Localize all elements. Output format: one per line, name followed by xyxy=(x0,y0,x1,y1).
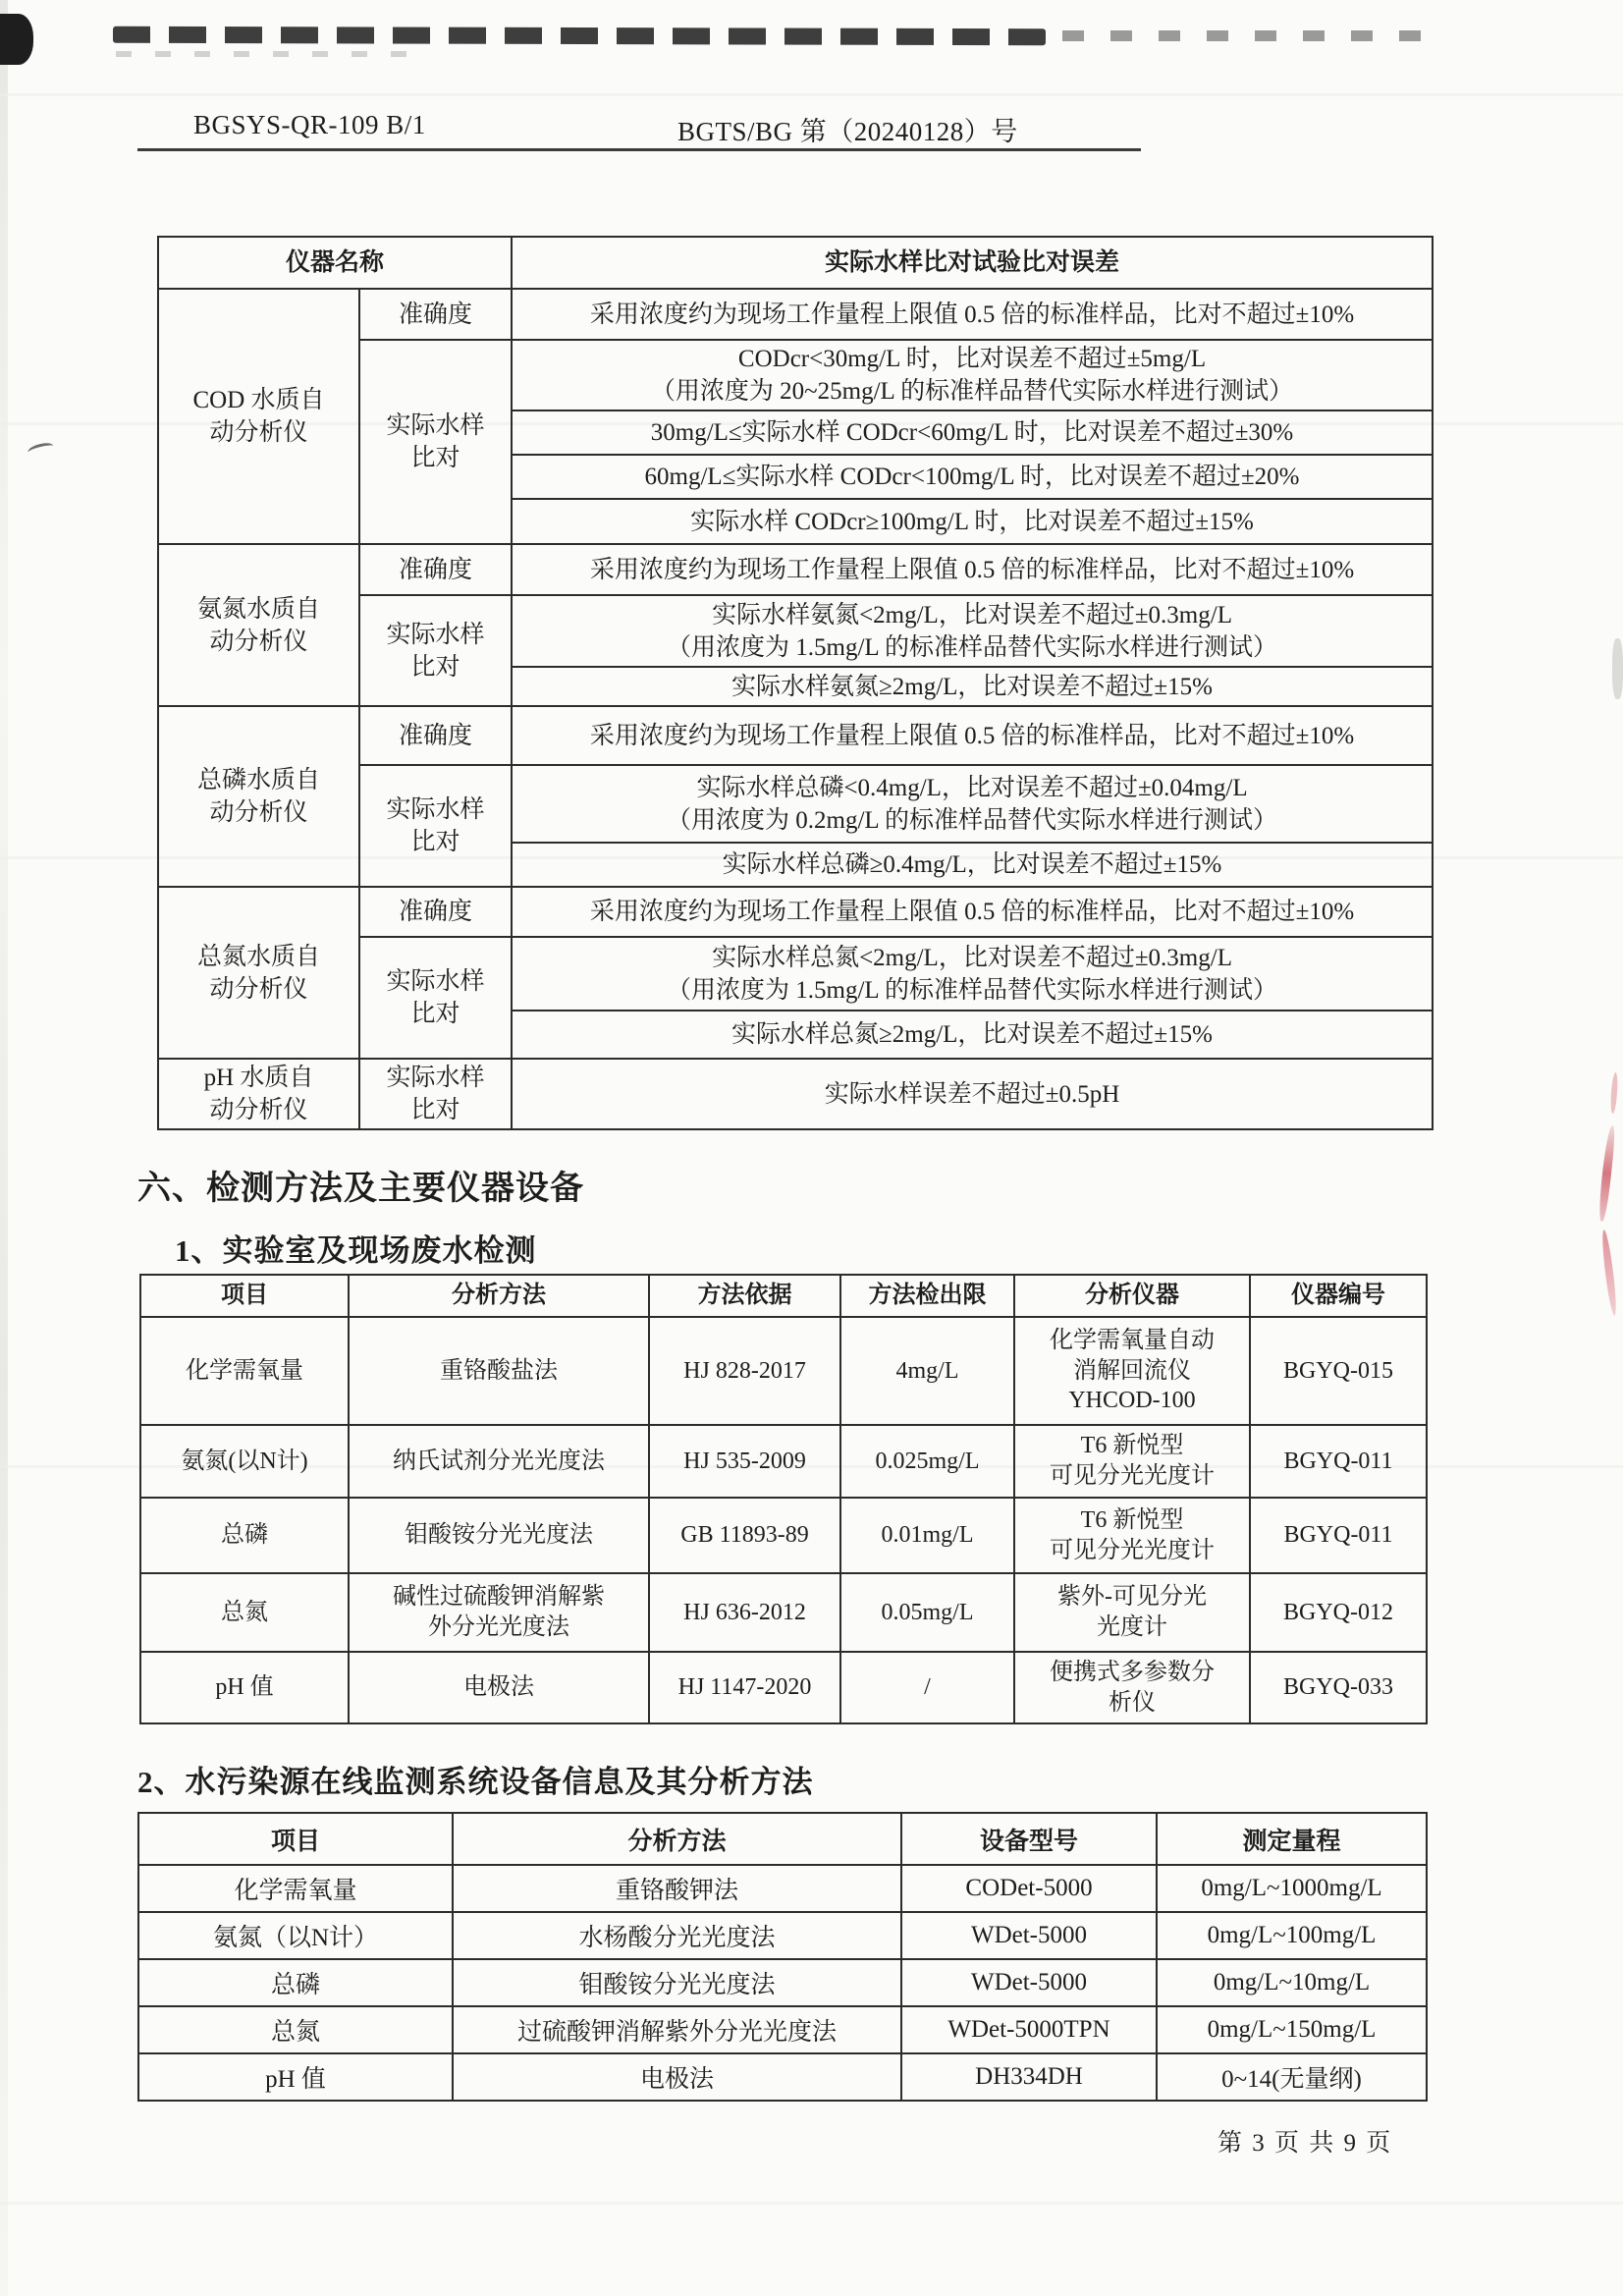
error-spec-line: 实际水样总磷<0.4mg/L，比对误差不超过±0.04mg/L xyxy=(696,774,1248,801)
table-row xyxy=(158,544,1433,595)
error-spec-cell xyxy=(512,340,1433,410)
error-spec-line: （用浓度为 1.5mg/L 的标准样品替代实际水样进行测试） xyxy=(667,633,1278,661)
error-spec-line: 实际水样总氮<2mg/L，比对误差不超过±0.3mg/L xyxy=(712,944,1232,971)
error-spec-cell: 实际水样总磷≥0.4mg/L，比对误差不超过±15% xyxy=(512,843,1433,887)
error-spec-cell xyxy=(512,765,1433,843)
method-line: 碱性过硫酸钾消解紫 xyxy=(393,1584,605,1611)
scan-streak xyxy=(0,2202,1623,2205)
sample-label-line: 比对 xyxy=(410,1001,460,1027)
cell-basis: GB 11893-89 xyxy=(649,1498,840,1573)
scan-top-dashes-faint xyxy=(116,51,410,57)
error-spec-cell xyxy=(512,937,1433,1011)
table-row xyxy=(140,1317,1427,1425)
comparison-table xyxy=(157,236,1434,1130)
instrument-line: T6 新悦型 xyxy=(1080,1506,1184,1533)
error-spec-cell: 实际水样总氮≥2mg/L，比对误差不超过±15% xyxy=(512,1011,1433,1059)
red-pen-mark xyxy=(1597,1125,1616,1222)
table-row xyxy=(140,1573,1427,1652)
cell-limit: 0.05mg/L xyxy=(840,1573,1014,1652)
sample-compare-label-cell xyxy=(359,340,512,544)
instrument-line: 便携式多参数分 xyxy=(1050,1659,1215,1685)
instrument-line: YHCOD-100 xyxy=(1068,1388,1196,1414)
cell-item: 化学需氧量 xyxy=(138,1865,453,1912)
error-spec-line: （用浓度为 0.2mg/L 的标准样品替代实际水样进行测试） xyxy=(667,806,1278,834)
table-header-row xyxy=(140,1275,1427,1317)
red-pen-mark xyxy=(1610,1072,1619,1114)
instrument-name-cell xyxy=(158,289,359,544)
accuracy-label-cell: 准确度 xyxy=(359,544,512,595)
cell-code: BGYQ-011 xyxy=(1250,1425,1427,1498)
cell-limit: 0.025mg/L xyxy=(840,1425,1014,1498)
accuracy-label-cell: 准确度 xyxy=(359,289,512,340)
cell-range: 0mg/L~1000mg/L xyxy=(1157,1865,1427,1912)
doc-code: BGSYS-QR-109 B/1 xyxy=(193,110,426,139)
accuracy-value-cell: 采用浓度约为现场工作量程上限值 0.5 倍的标准样品，比对不超过±10% xyxy=(512,289,1433,340)
table-row xyxy=(158,706,1433,765)
table-row xyxy=(140,1498,1427,1573)
col-header: 设备型号 xyxy=(901,1813,1157,1865)
error-spec-cell xyxy=(512,595,1433,667)
error-spec-cell: 实际水样氨氮≥2mg/L，比对误差不超过±15% xyxy=(512,667,1433,706)
error-spec-cell: 30mg/L≤实际水样 CODcr<60mg/L 时，比对误差不超过±30% xyxy=(512,410,1433,455)
cell-item: 总氮 xyxy=(140,1573,349,1652)
lab-methods-table xyxy=(139,1274,1428,1724)
instrument-name-line: 动分析仪 xyxy=(209,419,308,446)
error-spec-line: 实际水样氨氮<2mg/L，比对误差不超过±0.3mg/L xyxy=(712,601,1232,629)
red-pen-mark xyxy=(1600,1230,1619,1316)
cell-item: 总磷 xyxy=(140,1498,349,1573)
online-monitoring-table xyxy=(137,1812,1428,2102)
error-spec-line: （用浓度为 20~25mg/L 的标准样品替代实际水样进行测试） xyxy=(650,378,1294,405)
table-row xyxy=(138,2053,1427,2101)
instrument-name-cell xyxy=(158,887,359,1059)
instrument-name-line: 动分析仪 xyxy=(209,975,308,1003)
sample-compare-label-cell xyxy=(359,595,512,706)
col-header: 方法依据 xyxy=(649,1275,840,1317)
cell-instrument xyxy=(1014,1425,1250,1498)
col-header-instrument: 仪器名称 xyxy=(158,237,512,289)
cell-item: 化学需氧量 xyxy=(140,1317,349,1425)
sample-compare-label-cell xyxy=(359,937,512,1059)
instrument-line: 消解回流仪 xyxy=(1073,1357,1191,1384)
cell-method: 过硫酸钾消解紫外分光光度法 xyxy=(453,2006,901,2053)
sample-compare-label-cell xyxy=(359,1059,512,1129)
cell-limit: 0.01mg/L xyxy=(840,1498,1014,1573)
sample-label-line: 实际水样 xyxy=(386,968,485,995)
error-spec-line: （用浓度为 1.5mg/L 的标准样品替代实际水样进行测试） xyxy=(667,976,1278,1004)
subsection-2-heading: 2、水污染源在线监测系统设备信息及其分析方法 xyxy=(137,1765,814,1799)
cell-instrument xyxy=(1014,1498,1250,1573)
col-header: 仪器编号 xyxy=(1250,1275,1427,1317)
instrument-name-line: 总磷水质自 xyxy=(196,767,320,793)
accuracy-value-cell: 采用浓度约为现场工作量程上限值 0.5 倍的标准样品，比对不超过±10% xyxy=(512,887,1433,937)
instrument-line: 析仪 xyxy=(1109,1689,1156,1716)
sample-compare-label-cell xyxy=(359,765,512,887)
cell-method: 钼酸铵分光光度法 xyxy=(453,1959,901,2006)
cell-range: 0mg/L~10mg/L xyxy=(1157,1959,1427,2006)
cell-item: 总磷 xyxy=(138,1959,453,2006)
cell-method: 电极法 xyxy=(453,2053,901,2101)
instrument-name-line: 氨氮水质自 xyxy=(196,595,320,623)
cell-method: 电极法 xyxy=(349,1652,649,1723)
table-row xyxy=(138,1912,1427,1959)
section-heading: 六、检测方法及主要仪器设备 xyxy=(137,1171,584,1207)
table-row xyxy=(158,1059,1433,1129)
sample-label-line: 实际水样 xyxy=(386,1065,485,1091)
instrument-name-cell xyxy=(158,544,359,706)
sample-label-line: 实际水样 xyxy=(386,796,485,823)
sample-label-line: 比对 xyxy=(410,653,460,681)
cell-range: 0~14(无量纲) xyxy=(1157,2053,1427,2101)
accuracy-value-cell: 采用浓度约为现场工作量程上限值 0.5 倍的标准样品，比对不超过±10% xyxy=(512,706,1433,765)
cell-instrument xyxy=(1014,1573,1250,1652)
cell-limit: / xyxy=(840,1652,1014,1723)
cell-model: WDet-5000TPN xyxy=(901,2006,1157,2053)
cell-range: 0mg/L~100mg/L xyxy=(1157,1912,1427,1959)
cell-code: BGYQ-033 xyxy=(1250,1652,1427,1723)
cell-item: 氨氮（以N计） xyxy=(138,1912,453,1959)
accuracy-label-cell: 准确度 xyxy=(359,887,512,937)
instrument-name-cell xyxy=(158,706,359,887)
col-header-error: 实际水样比对试验比对误差 xyxy=(512,237,1433,289)
cell-model: DH334DH xyxy=(901,2053,1157,2101)
col-header: 方法检出限 xyxy=(840,1275,1014,1317)
sample-label-line: 比对 xyxy=(410,829,460,855)
table-row xyxy=(140,1425,1427,1498)
cell-basis: HJ 535-2009 xyxy=(649,1425,840,1498)
cell-item: 总氮 xyxy=(138,2006,453,2053)
sample-label-line: 比对 xyxy=(410,1097,460,1123)
cell-code: BGYQ-012 xyxy=(1250,1573,1427,1652)
cell-method: 重铬酸盐法 xyxy=(349,1317,649,1425)
cell-item: 氨氮(以N计) xyxy=(140,1425,349,1498)
cell-method: 纳氏试剂分光光度法 xyxy=(349,1425,649,1498)
table-row xyxy=(158,289,1433,340)
cell-model: WDet-5000 xyxy=(901,1912,1157,1959)
table-row xyxy=(138,1865,1427,1912)
scan-left-edge-band xyxy=(0,0,8,2296)
error-spec-cell: 60mg/L≤实际水样 CODcr<100mg/L 时，比对误差不超过±20% xyxy=(512,455,1433,499)
col-header: 分析方法 xyxy=(349,1275,649,1317)
instrument-name-line: 动分析仪 xyxy=(209,628,308,655)
cell-code: BGYQ-015 xyxy=(1250,1317,1427,1425)
cell-item: pH 值 xyxy=(140,1652,349,1723)
instrument-name-line: 动分析仪 xyxy=(209,1097,308,1123)
instrument-name-line: 总氮水质自 xyxy=(196,943,320,970)
instrument-line: 可见分光光度计 xyxy=(1050,1537,1215,1563)
scan-top-dashes-right xyxy=(1062,30,1437,41)
cell-model: CODet-5000 xyxy=(901,1865,1157,1912)
error-spec-line: CODcr<30mg/L 时，比对误差不超过±5mg/L xyxy=(737,346,1207,372)
table-row xyxy=(158,887,1433,937)
col-header: 项目 xyxy=(138,1813,453,1865)
sample-label-line: 实际水样 xyxy=(386,412,485,439)
instrument-name-line: COD 水质自 xyxy=(192,387,325,413)
table-row xyxy=(138,2006,1427,2053)
cell-model: WDet-5000 xyxy=(901,1959,1157,2006)
sample-label-line: 实际水样 xyxy=(386,621,485,648)
col-header: 分析仪器 xyxy=(1014,1275,1250,1317)
error-spec-cell: 实际水样误差不超过±0.5pH xyxy=(512,1059,1433,1129)
accuracy-value-cell: 采用浓度约为现场工作量程上限值 0.5 倍的标准样品，比对不超过±10% xyxy=(512,544,1433,595)
table-row xyxy=(140,1652,1427,1723)
instrument-name-line: pH 水质自 xyxy=(203,1065,314,1091)
subsection-1-heading: 1、实验室及现场废水检测 xyxy=(175,1233,537,1268)
page-number: 第 3 页 共 9 页 xyxy=(1217,2130,1393,2157)
cell-code: BGYQ-011 xyxy=(1250,1498,1427,1573)
doc-number: BGTS/BG 第（20240128）号 xyxy=(677,117,1018,146)
scan-top-dashes xyxy=(113,27,1046,45)
cell-item: pH 值 xyxy=(138,2053,453,2101)
handwritten-tilde-mark xyxy=(27,441,55,458)
method-line: 外分光光度法 xyxy=(428,1614,569,1640)
cell-method: 重铬酸钾法 xyxy=(453,1865,901,1912)
instrument-line: T6 新悦型 xyxy=(1080,1433,1184,1459)
cell-basis: HJ 636-2012 xyxy=(649,1573,840,1652)
cell-range: 0mg/L~150mg/L xyxy=(1157,2006,1427,2053)
instrument-line: 化学需氧量自动 xyxy=(1050,1327,1215,1353)
sample-label-line: 比对 xyxy=(410,445,460,471)
scan-streak xyxy=(0,93,1623,96)
cell-instrument xyxy=(1014,1317,1250,1425)
cell-method xyxy=(349,1573,649,1652)
scan-corner-blob xyxy=(0,14,33,65)
table-row xyxy=(138,1959,1427,2006)
instrument-line: 紫外-可见分光 xyxy=(1057,1584,1207,1611)
instrument-line: 光度计 xyxy=(1097,1614,1167,1640)
col-header: 测定量程 xyxy=(1157,1813,1427,1865)
cell-method: 钼酸铵分光光度法 xyxy=(349,1498,649,1573)
cell-basis: HJ 828-2017 xyxy=(649,1317,840,1425)
instrument-name-line: 动分析仪 xyxy=(209,799,308,826)
col-header: 分析方法 xyxy=(453,1813,901,1865)
scan-smudge xyxy=(1612,638,1623,699)
instrument-line: 可见分光光度计 xyxy=(1050,1463,1215,1489)
cell-method: 水杨酸分光光度法 xyxy=(453,1912,901,1959)
header-rule xyxy=(137,148,1141,151)
cell-limit: 4mg/L xyxy=(840,1317,1014,1425)
accuracy-label-cell: 准确度 xyxy=(359,706,512,765)
error-spec-cell: 实际水样 CODcr≥100mg/L 时，比对误差不超过±15% xyxy=(512,499,1433,544)
col-header: 项目 xyxy=(140,1275,349,1317)
cell-instrument xyxy=(1014,1652,1250,1723)
cell-basis: HJ 1147-2020 xyxy=(649,1652,840,1723)
table-header-row xyxy=(138,1813,1427,1865)
instrument-name-cell xyxy=(158,1059,359,1129)
table-header-row xyxy=(158,237,1433,289)
